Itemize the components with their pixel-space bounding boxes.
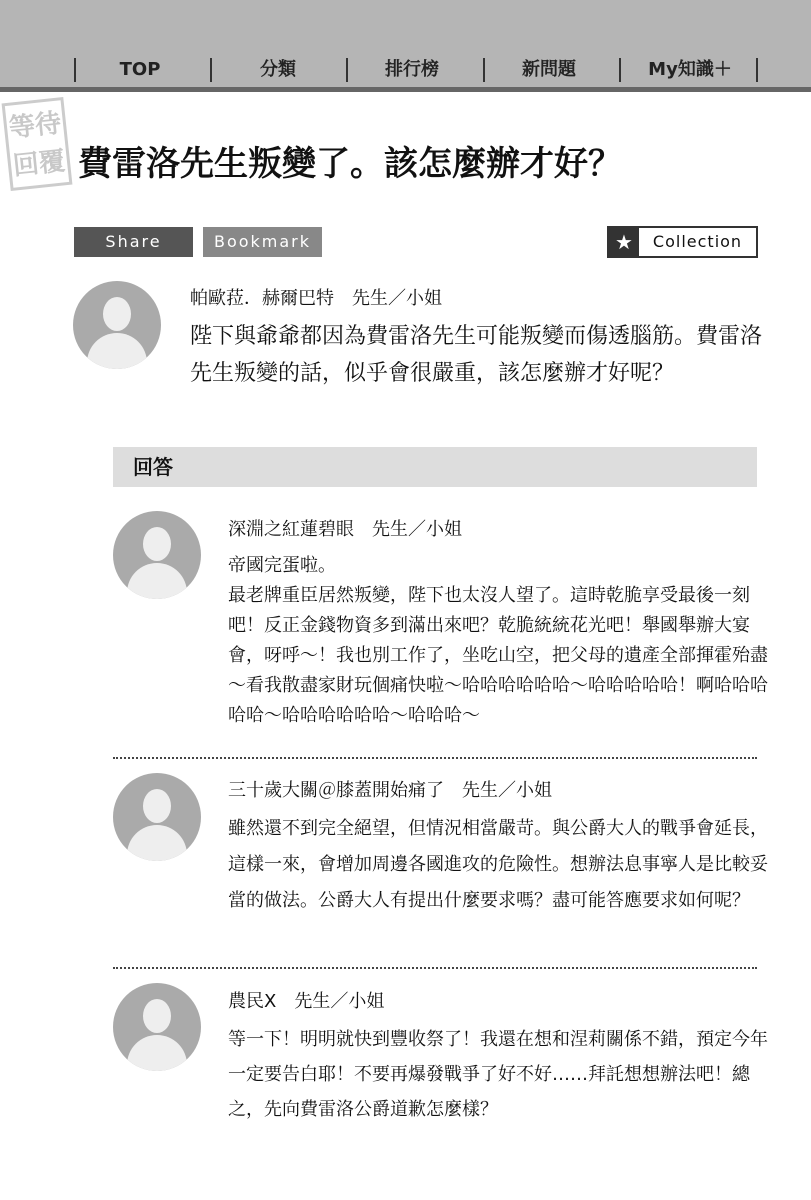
nav-categories[interactable]: 分類 bbox=[260, 59, 296, 80]
nav-new-questions[interactable]: 新問題 bbox=[522, 59, 576, 80]
nav-ranking[interactable]: 排行榜 bbox=[385, 59, 439, 80]
asker-name: 帕歐菈．赫爾巴特 先生／小姐 bbox=[190, 288, 442, 309]
awaiting-reply-stamp: 等待回覆 bbox=[2, 97, 73, 191]
question-title: 費雷洛先生叛變了。該怎麼辦才好？ bbox=[78, 144, 622, 184]
collection-label: Collection bbox=[652, 232, 743, 251]
avatar bbox=[113, 511, 201, 599]
question-body: 陛下與爺爺都因為費雷洛先生可能叛變而傷透腦筋。費雷洛先生叛變的話，似乎會很嚴重，該怎麼辦才好呢？ bbox=[190, 324, 763, 386]
answer-body: 帝國完蛋啦。 最老牌重臣居然叛變，陛下也太沒人望了。這時乾脆享受最後一刻吧！反正金錢物資多到滿出來吧？乾脆統統花光吧！舉國舉辦大宴會，呀呼～！我也別工作了，坐吃山空，把父母的遺產全部揮霍殆盡～看我散盡家財玩個痛快啦～哈哈哈哈哈哈～哈哈哈哈哈！啊哈哈哈哈哈～哈哈哈哈哈哈～哈哈哈～ bbox=[228, 555, 768, 726]
nav-my-knowledge[interactable]: My知識＋ bbox=[648, 59, 732, 80]
answerer-name: 深淵之紅蓮碧眼 先生／小姐 bbox=[228, 519, 462, 540]
answer-body: 等一下！明明就快到豐收祭了！我還在想和涅莉關係不錯，預定今年一定要告白耶！不要再爆發戰爭了好不好……拜託想想辦法吧！總之，先向費雷洛公爵道歉怎麼樣？ bbox=[228, 1029, 768, 1120]
nav-separator bbox=[756, 58, 758, 82]
collection-button[interactable] bbox=[607, 226, 758, 258]
answer-body: 雖然還不到完全絕望，但情況相當嚴苛。與公爵大人的戰爭會延長，這樣一來，會增加周邊各國進攻的危險性。想辦法息事寧人是比較妥當的做法。公爵大人有提出什麼要求嗎？盡可能答應要求如何呢？ bbox=[228, 818, 768, 911]
answerer-name: 三十歲大關＠膝蓋開始痛了 先生／小姐 bbox=[228, 780, 552, 801]
bookmark-button[interactable]: Bookmark bbox=[203, 227, 322, 257]
star-icon: ★ bbox=[609, 228, 639, 256]
divider bbox=[113, 757, 757, 759]
avatar bbox=[73, 281, 161, 369]
nav-separator bbox=[210, 58, 212, 82]
nav-top[interactable]: TOP bbox=[119, 59, 161, 80]
answers-header: 回答 bbox=[113, 447, 757, 487]
share-button[interactable]: Share bbox=[74, 227, 193, 257]
answerer-name: 農民X 先生／小姐 bbox=[228, 991, 385, 1012]
avatar bbox=[113, 773, 201, 861]
divider bbox=[113, 967, 757, 969]
top-nav bbox=[0, 0, 811, 92]
nav-separator bbox=[619, 58, 621, 82]
avatar bbox=[113, 983, 201, 1071]
